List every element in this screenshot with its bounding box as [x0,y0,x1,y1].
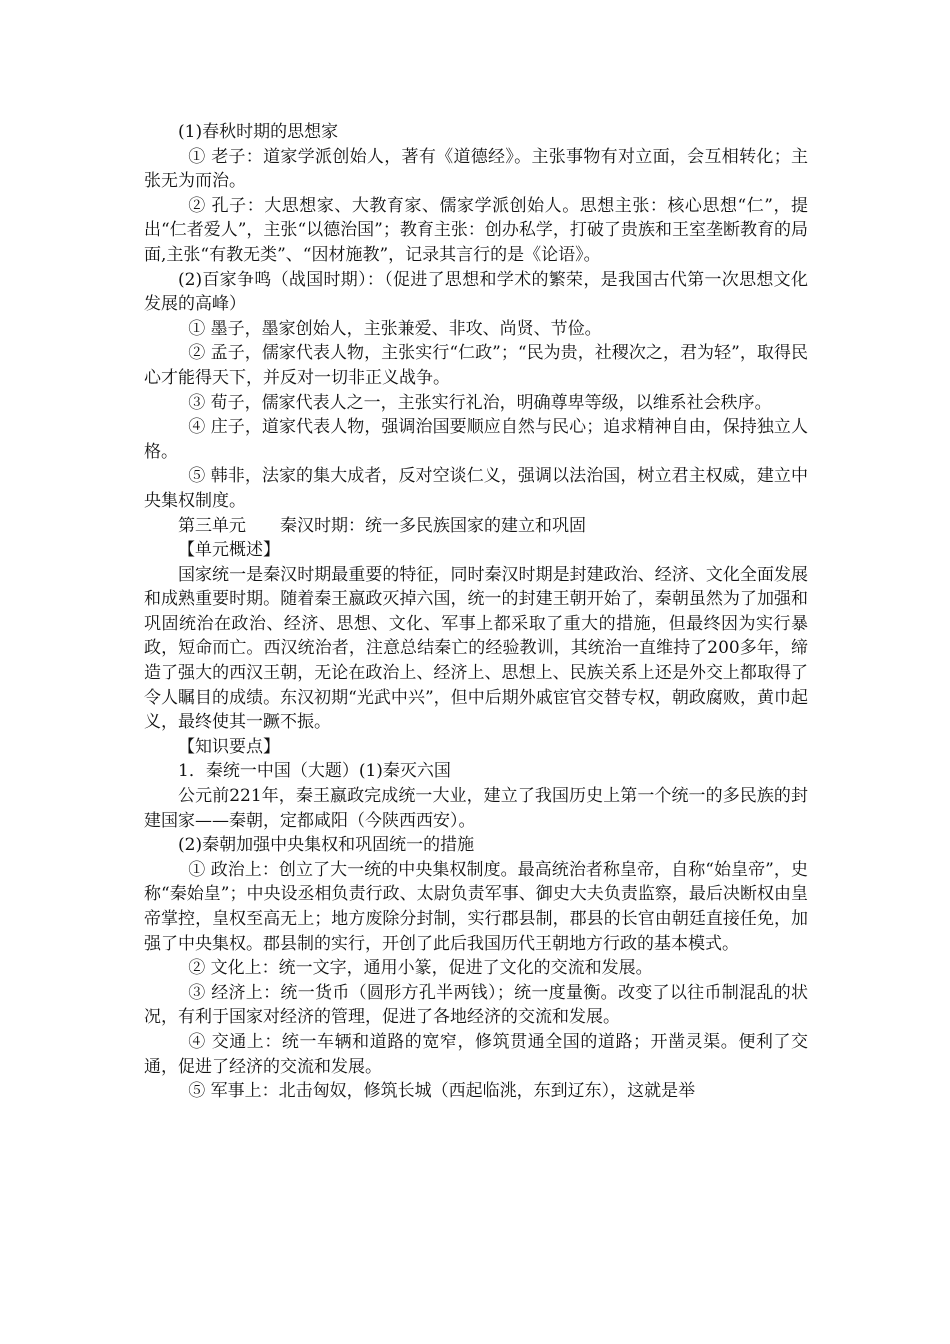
paragraph-hundred-schools-heading: (2)百家争鸣（战国时期）：（促进了思想和学术的繁荣，是我国古代第一次思想文化发展的高峰） [144,269,808,315]
paragraph-measure-transport: ④ 交通上：统一车辆和道路的宽窄，修筑贯通全国的道路；开凿灵渠。便利了交通，促进了经济的交流和发展。 [144,1031,808,1077]
unit-three-title: 第三单元 秦汉时期：统一多民族国家的建立和巩固 [178,515,586,536]
paragraph-mozi: ① 墨子，墨家创始人，主张兼爱、非攻、尚贤、节俭。 [188,318,602,339]
paragraph-qin-unification-heading: 1．秦统一中国（大题）(1)秦灭六国 [178,761,451,782]
paragraph-measure-culture: ② 文化上：统一文字，通用小篆，促进了文化的交流和发展。 [188,958,653,979]
paragraph-measure-economy: ③ 经济上：统一货币（圆形方孔半两钱）；统一度量衡。改变了以往币制混乱的状况，有利于国家对经济的管理，促进了各地经济的交流和发展。 [144,982,808,1028]
paragraph-measure-military: ⑤ 军事上：北击匈奴，修筑长城（西起临洮，东到辽东），这就是举 [188,1081,696,1102]
paragraph-laozi: ① 老子：道家学派创始人，著有《道德经》。主张事物有对立面，会互相转化；主张无为而治。 [144,146,808,192]
paragraph-measure-politics: ① 政治上：创立了大一统的中央集权制度。最高统治者称皇帝，自称“始皇帝”，史称“秦始皇”；中央设丞相负责行政、太尉负责军事、御史大夫负责监察，最后决断权由皇帝掌控，皇权至高无上；地方废除分封制，实行郡县制，郡县的长官由朝廷直接任免，加强了中央集权。郡县制的实行，开创了此后我国历代王朝地方行政的基本模式。 [144,859,808,954]
paragraph-mengzi: ② 孟子，儒家代表人物，主张实行“仁政”；“民为贵，社稷次之，君为轻”，取得民心才能得天下，并反对一切非正义战争。 [144,343,808,388]
paragraph-spring-autumn-heading: (1)春秋时期的思想家 [178,122,339,142]
paragraph-qin-measures-heading: (2)秦朝加强中央集权和巩固统一的措施 [178,835,475,856]
knowledge-points-heading: 【知识要点】 [178,736,280,757]
unit-overview-heading: 【单元概述】 [178,540,280,561]
document-page [144,120,808,1104]
paragraph-zhuangzi: ④ 庄子，道家代表人物，强调治国要顺应自然与民心；追求精神自由，保持独立人格。 [144,417,808,462]
paragraph-unit-overview: 国家统一是秦汉时期最重要的特征，同时秦汉时期是封建政治、经济、文化全面发展和成熟重要时期。随着秦王嬴政灭掉六国，统一的封建王朝开始了，秦朝虽然为了加强和巩固统治在政治、经济、思想、文化、军事上都采取了重大的措施，但最终因为实行暴政，短命而亡。西汉统治者，注意总结秦亡的经验教训，其统治一直维持了200多年，缔造了强大的西汉王朝，无论在政治上、经济上、思想上、民族关系上还是外交上都取得了令人瞩目的成绩。东汉初期“光武中兴”，但中后期外戚宦官交替专权，朝政腐败，黄巾起义，最终使其一蹶不振。 [144,564,808,733]
paragraph-hanfei: ⑤ 韩非，法家的集大成者，反对空谈仁义，强调以法治国，树立君主权威，建立中央集权制度。 [144,466,808,511]
paragraph-kongzi: ② 孔子：大思想家、大教育家、儒家学派创始人。思想主张：核心思想“仁”，提出“仁者爱人”，主张“以德治国”；教育主张：创办私学，打破了贵族和王室垄断教育的局面,主张“有教无类”、“因材施教”，记录其言行的是《论语》。 [144,195,808,265]
paragraph-xunzi: ③ 荀子，儒家代表人之一，主张实行礼治，明确尊卑等级，以维系社会秩序。 [188,392,772,413]
paragraph-qin-221bc: 公元前221年，秦王嬴政完成统一大业，建立了我国历史上第一个统一的多民族的封建国家——秦朝，定都咸阳（今陕西西安）。 [144,786,808,831]
